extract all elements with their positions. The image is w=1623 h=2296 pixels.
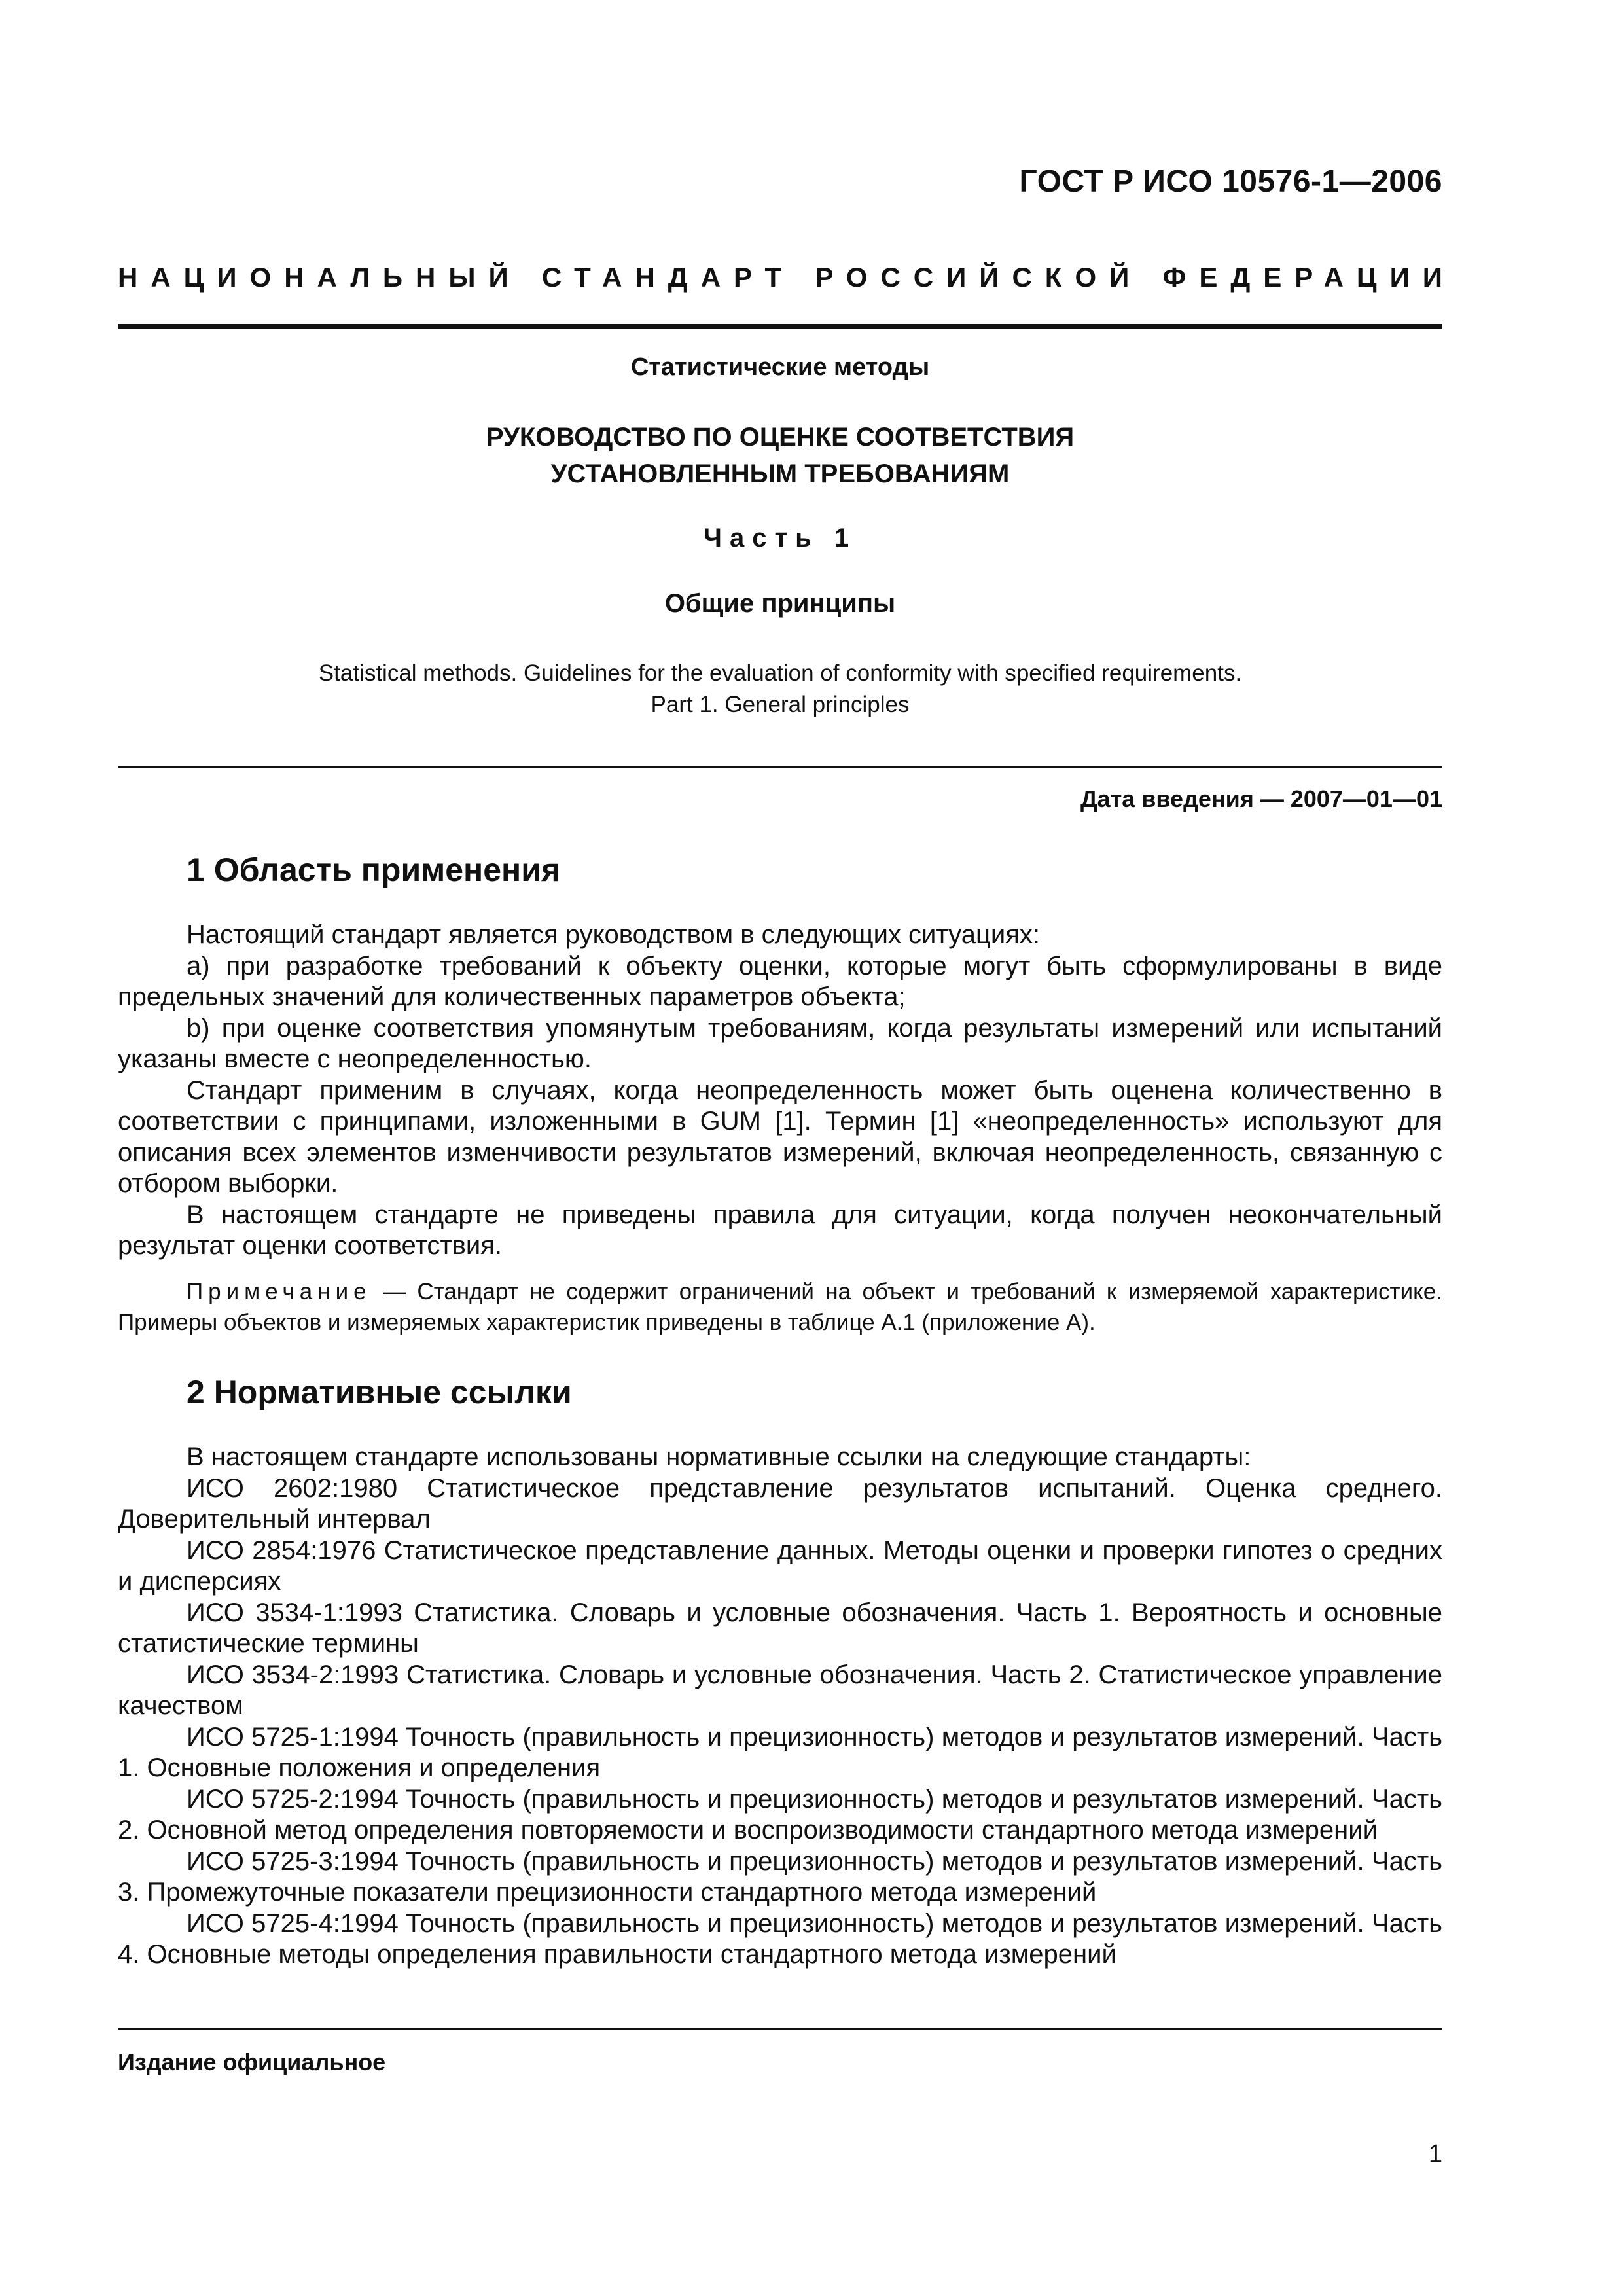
paragraph: В настоящем стандарте не приведены правила для ситуации, когда получен неокончательный результат оценки соответствия.: [118, 1200, 1442, 1260]
section-heading: 2 Нормативные ссылки: [187, 1374, 572, 1410]
page-number: 1: [1428, 2140, 1442, 2168]
note-label: Примечание: [187, 1279, 372, 1304]
document-code: ГОСТ Р ИСО 10576-1—2006: [1019, 164, 1442, 199]
header-divider: [118, 324, 1442, 329]
note: [118, 1276, 1442, 1338]
note-paragraph: [118, 1276, 1442, 1338]
introduction-date: Дата введения — 2007—01—01: [1080, 785, 1442, 812]
part-subtitle: Общие принципы: [664, 589, 896, 618]
banner-word: РОССИЙСКОЙ: [815, 262, 1143, 293]
paragraph: Стандарт применим в случаях, когда неопределенность может быть оценена количественно в соответствии с принципами, изложенными в GUM [1]. Термин [1] «неопределенность» используют для описания всех элементов изменчивости результатов измерений, включая неопределенность, связанную с отбором выборки.: [118, 1075, 1442, 1198]
note-text: — Стандарт не содержит ограничений на объект и требований к измеряемой характеристике. Примеры объектов и измеряемых характеристик приведены в таблице А.1 (приложение А).: [118, 1279, 1442, 1335]
paragraph: b) при оценке соответствия упомянутым требованиям, когда результаты измерений или испытаний указаны вместе с неопределенностью.: [118, 1013, 1442, 1073]
reference-item: ИСО 5725-1:1994 Точность (правильность и прецизионность) методов и результатов измерений. Часть 1. Основные положения и определения: [118, 1722, 1442, 1782]
official-edition-label: Издание официальное: [118, 2049, 386, 2075]
reference-item: ИСО 5725-2:1994 Точность (правильность и прецизионность) методов и результатов измерений. Часть 2. Основной метод определения повторяемости и воспроизводимости стандартного метода измерений: [118, 1784, 1442, 1844]
english-title: [118, 658, 1442, 721]
banner-word: СТАНДАРТ: [541, 262, 795, 293]
title-divider: [118, 766, 1442, 768]
subject-line: Статистические методы: [630, 353, 930, 381]
english-title-line: Statistical methods. Guidelines for the evaluation of conformity with specified requirements.: [318, 660, 1242, 686]
title-line: УСТАНОВЛЕННЫМ ТРЕБОВАНИЯМ: [550, 459, 1010, 488]
document-title: [118, 419, 1442, 492]
reference-item: ИСО 3534-2:1993 Статистика. Словарь и условные обозначения. Часть 2. Статистическое управление качеством: [118, 1660, 1442, 1720]
paragraph: В настоящем стандарте использованы нормативные ссылки на следующие стандарты:: [187, 1443, 1251, 1471]
reference-item: ИСО 3534-1:1993 Статистика. Словарь и условные обозначения. Часть 1. Вероятность и основные статистические термины: [118, 1598, 1442, 1658]
title-line: РУКОВОДСТВО ПО ОЦЕНКЕ СООТВЕТСТВИЯ: [486, 423, 1075, 452]
english-title-line: Part 1. General principles: [651, 692, 910, 717]
reference-item: ИСО 5725-4:1994 Точность (правильность и прецизионность) методов и результатов измерений. Часть 4. Основные методы определения правильности стандартного метода измерений: [118, 1909, 1442, 1969]
section-heading: 1 Область применения: [187, 852, 561, 888]
reference-item: ИСО 2854:1976 Статистическое представление данных. Методы оценки и проверки гипотез о средних и дисперсиях: [118, 1535, 1442, 1596]
footer-divider: [118, 2028, 1442, 2030]
section-2-body: [118, 1442, 1442, 1971]
national-standard-banner: [118, 262, 1455, 293]
banner-word: НАЦИОНАЛЬНЫЙ: [118, 262, 522, 293]
part-label: Часть 1: [703, 524, 857, 552]
paragraph: a) при разработке требований к объекту оценки, которые могут быть сформулированы в виде предельных значений для количественных параметров объекта;: [118, 951, 1442, 1011]
reference-item: ИСО 5725-3:1994 Точность (правильность и прецизионность) методов и результатов измерений. Часть 3. Промежуточные показатели прецизионности стандартного метода измерений: [118, 1846, 1442, 1907]
banner-word: ФЕДЕРАЦИИ: [1162, 262, 1455, 293]
paragraph: Настоящий стандарт является руководством в следующих ситуациях:: [187, 920, 1040, 949]
reference-item: ИСО 2602:1980 Статистическое представление результатов испытаний. Оценка среднего. Доверительный интервал: [118, 1473, 1442, 1534]
section-1-body: [118, 920, 1442, 1262]
